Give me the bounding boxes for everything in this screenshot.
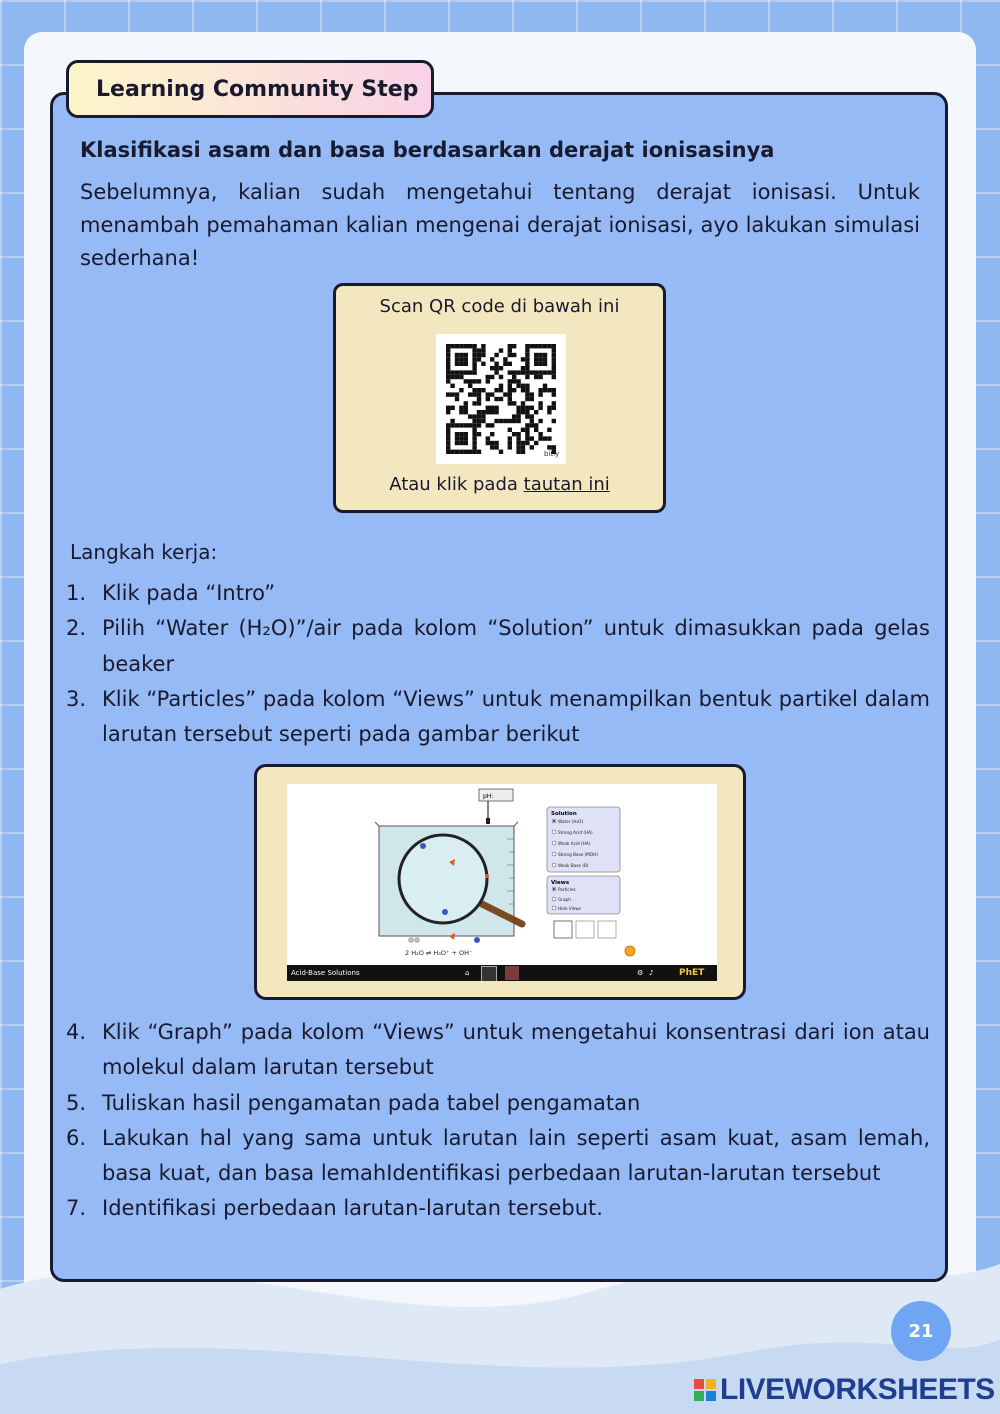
views-option: Hide Views <box>558 906 581 911</box>
solution-option: Strong Acid (HA) <box>558 830 593 835</box>
equation-text: 2 H₂O ⇌ H₃O⁺ + OH⁻ <box>405 949 473 957</box>
tool-lightbulb-button[interactable] <box>598 921 616 938</box>
section-title: Klasifikasi asam dan basa berdasarkan derajat ionisasinya <box>80 138 775 162</box>
list-item <box>66 576 930 611</box>
radio-weak-base[interactable] <box>552 863 556 867</box>
list-item <box>66 1191 930 1226</box>
step-text: Identifikasi perbedaan larutan-larutan tersebut. <box>102 1196 603 1221</box>
radio-weak-acid[interactable] <box>552 841 556 845</box>
steps-label: Langkah kerja: <box>70 540 218 564</box>
solution-option: Weak Base (B) <box>558 863 589 868</box>
list-item <box>66 1015 930 1086</box>
tautan-link[interactable]: tautan ini <box>523 474 610 495</box>
ph-label: pH: <box>483 793 494 800</box>
qr-scan-text: Scan QR code di bawah ini <box>379 296 620 317</box>
list-item <box>66 1086 930 1121</box>
step-number: 5. <box>66 1090 87 1115</box>
link-prefix: Atau klik pada <box>389 474 524 495</box>
qr-box <box>333 283 666 513</box>
liveworksheets-logo[interactable] <box>694 1372 995 1408</box>
page-number: 21 <box>908 1320 934 1342</box>
simulation-screenshot <box>287 784 717 981</box>
step-number: 6. <box>66 1125 87 1150</box>
intro-paragraph: Sebelumnya, kalian sudah mengetahui tentang derajat ionisasi. Untuk menambah pemahaman kalian mengenai derajat ionisasi, ayo lakukan simulasi sederhana! <box>80 180 920 270</box>
list-item <box>66 682 930 753</box>
step-number: 2. <box>66 616 87 641</box>
radio-strong-base[interactable] <box>552 852 556 856</box>
steps-list-part-2 <box>66 1015 930 1227</box>
reset-button[interactable] <box>625 946 635 956</box>
phet-brand: PhET <box>679 968 705 978</box>
views-option: Graph <box>558 897 571 902</box>
step-text: Pilih “Water (H₂O)”/air pada kolom “Solution” untuk dimasukkan pada gelas beaker <box>102 616 930 676</box>
solution-option: Water (H₂O) <box>558 819 584 824</box>
list-item <box>66 611 930 682</box>
liveworksheets-icon <box>694 1379 716 1401</box>
radio-hide-views[interactable] <box>552 906 556 910</box>
solution-title: Solution <box>551 811 577 817</box>
qr-link-row <box>336 474 663 495</box>
intro-tab-icon[interactable] <box>481 966 497 981</box>
badge-label: Learning Community Step <box>96 76 419 102</box>
list-item <box>66 1121 930 1192</box>
sim-app-name: Acid-Base Solutions <box>291 969 360 977</box>
step-text: Klik “Graph” pada kolom “Views” untuk mengetahui konsentrasi dari ion atau molekul dalam larutan tersebut <box>102 1020 930 1080</box>
steps-list-part-1 <box>66 576 930 752</box>
ph-probe-tip <box>486 818 490 824</box>
sound-icon[interactable]: ♪ <box>649 969 654 977</box>
step-text: Klik pada “Intro” <box>102 581 276 605</box>
home-icon[interactable]: ⌂ <box>465 969 470 977</box>
step-number: 7. <box>66 1196 87 1221</box>
liveworksheets-wordmark: LIVEWORKSHEETS <box>720 1373 995 1406</box>
step-text: Klik “Particles” pada kolom “Views” untuk menampilkan bentuk partikel dalam larutan tersebut seperti pada gambar berikut <box>102 686 930 747</box>
views-title: Views <box>551 880 570 886</box>
my-solution-tab-icon[interactable] <box>505 966 519 980</box>
solution-option: Weak Acid (HA) <box>558 841 591 846</box>
tool-ph-meter-button[interactable] <box>554 921 572 938</box>
step-text: Lakukan hal yang sama untuk larutan lain seperti asam kuat, asam lemah, basa kuat, dan basa lemahIdentifikasi perbedaan larutan-larutan tersebut <box>102 1125 930 1186</box>
settings-icon[interactable]: ⚙ <box>637 969 644 977</box>
tool-paper-button[interactable] <box>576 921 594 938</box>
solution-option: Strong Base (MOH) <box>558 852 598 857</box>
step-number: 4. <box>66 1020 87 1044</box>
sim-navbar <box>287 965 717 981</box>
qr-caption: bitly <box>544 450 560 458</box>
radio-graph[interactable] <box>552 897 556 901</box>
radio-strong-acid[interactable] <box>552 830 556 834</box>
views-option: Particles <box>558 887 576 892</box>
step-number: 3. <box>66 686 87 711</box>
simulation-frame <box>254 764 746 1000</box>
section-badge <box>66 60 434 118</box>
page-number-badge <box>891 1301 951 1361</box>
step-number: 1. <box>66 581 87 605</box>
qr-code-image[interactable] <box>436 334 566 464</box>
simulation-drawing <box>287 784 717 981</box>
step-text: Tuliskan hasil pengamatan pada tabel pengamatan <box>102 1090 641 1115</box>
